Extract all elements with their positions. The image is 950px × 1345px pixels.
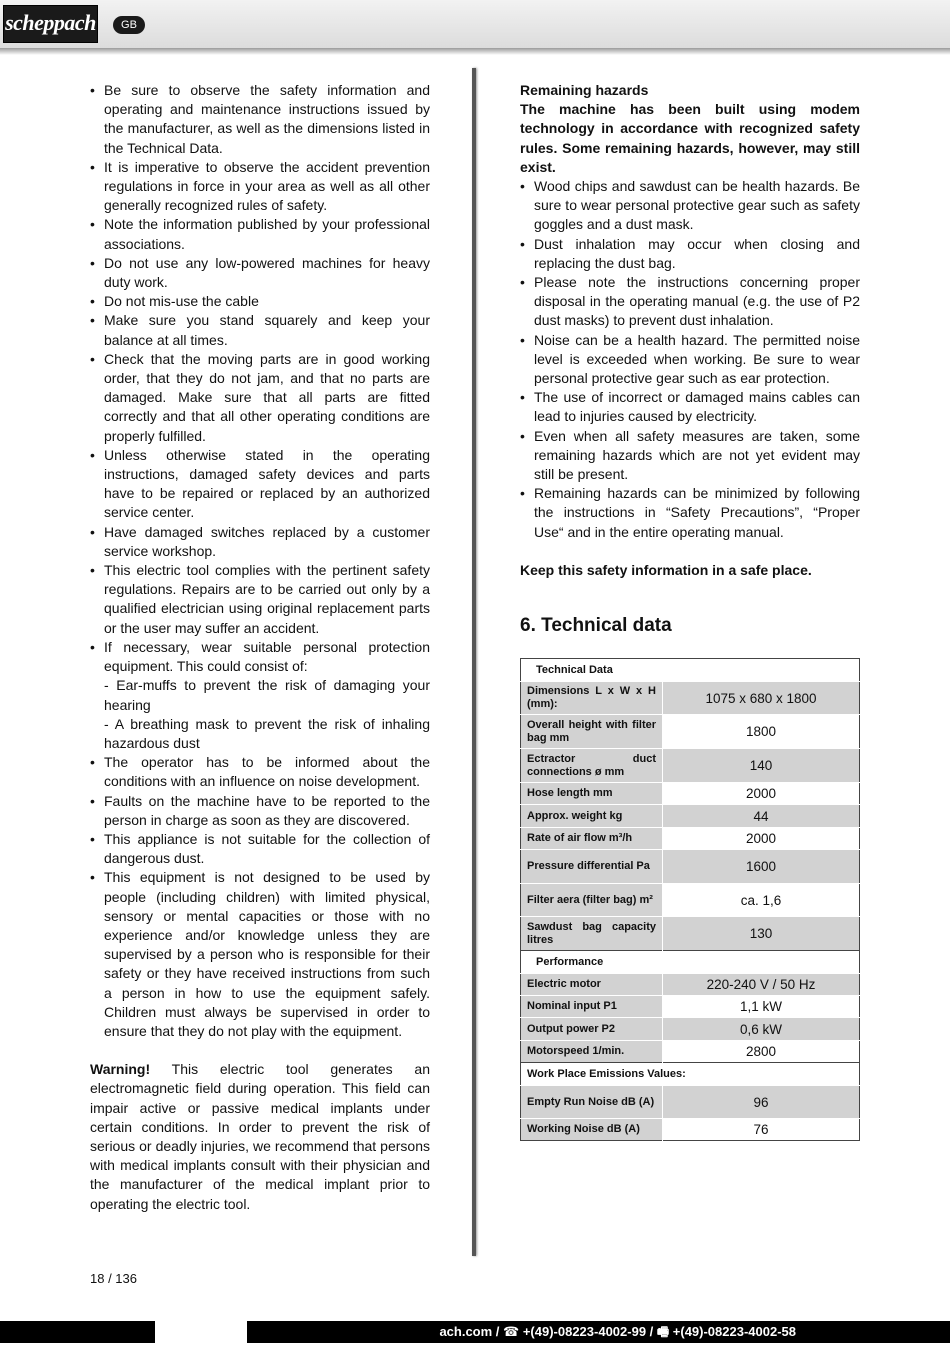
list-item: • This electric tool complies with the pertinent safety regulations. Repairs are to be carried out only by a qualified electrician using original replacement parts or the user may suffer an accident. bbox=[90, 561, 430, 638]
table-value: 44 bbox=[663, 805, 860, 828]
table-row bbox=[521, 828, 860, 850]
header-shadow bbox=[0, 48, 950, 55]
table-row bbox=[521, 682, 860, 715]
hazards-list bbox=[520, 177, 860, 542]
table-row bbox=[521, 850, 860, 884]
table-value: 130 bbox=[663, 917, 860, 951]
table-section-header bbox=[521, 1063, 860, 1086]
table-value: 1075 x 680 x 1800 bbox=[663, 682, 860, 715]
ppe-sub-item: - Ear-muffs to prevent the risk of damaging your hearing bbox=[104, 677, 430, 713]
table-section-header bbox=[521, 951, 860, 974]
table-row bbox=[521, 715, 860, 749]
table-value: 1,1 kW bbox=[663, 996, 860, 1018]
footer-gap bbox=[155, 1321, 247, 1343]
list-item: • Do not mis-use the cable bbox=[90, 292, 430, 311]
warning-label: Warning! bbox=[90, 1061, 151, 1078]
table-label: Motorspeed 1/min. bbox=[521, 1041, 663, 1063]
table-label: Working Noise dB (A) bbox=[521, 1119, 663, 1141]
table-label: Dimensions L x W x H (mm): bbox=[521, 682, 663, 715]
list-item: • The operator has to be informed about the conditions with an influence on noise development. bbox=[90, 753, 430, 791]
table-value: 1800 bbox=[663, 715, 860, 749]
table-label: Rate of air flow m³/h bbox=[521, 828, 663, 850]
right-column bbox=[520, 81, 860, 638]
list-item: • Have damaged switches replaced by a customer service workshop. bbox=[90, 523, 430, 561]
table-row bbox=[521, 749, 860, 783]
table-label: Nominal input P1 bbox=[521, 996, 663, 1018]
warning-paragraph bbox=[90, 1060, 430, 1214]
table-row bbox=[521, 996, 860, 1018]
list-item: • This equipment is not designed to be used by people (including children) with limited physical, sensory or mental capacities or those with no experience and/or knowledge unless they are supervised by a person who is responsible for their safety or they have received instructions from such a person in how to use the equipment safely. Children must always be supervised in order to ensure that they do not play with the equipment. bbox=[90, 868, 430, 1041]
table-value: 0,6 kW bbox=[663, 1018, 860, 1041]
list-item: • Make sure you stand squarely and keep your balance at all times. bbox=[90, 311, 430, 349]
keep-info-note: Keep this safety information in a safe place. bbox=[520, 561, 812, 578]
table-value: ca. 1,6 bbox=[663, 884, 860, 917]
table-value: 2800 bbox=[663, 1041, 860, 1063]
table-value: 76 bbox=[663, 1119, 860, 1141]
list-item: • Do not use any low-powered machines for heavy duty work. bbox=[90, 254, 430, 292]
list-item: • The use of incorrect or damaged mains cables can lead to injuries caused by electricity. bbox=[520, 388, 860, 426]
list-item: • Dust inhalation may occur when closing and replacing the dust bag. bbox=[520, 235, 860, 273]
column-divider bbox=[472, 68, 476, 1256]
table-row bbox=[521, 805, 860, 828]
warning-text: This electric tool generates an electromagnetic field during operation. This field can impair active or passive medical implants under certain conditions. In order to prevent the risk of serious or deadly injuries, we recommend that persons with medical implants consult with their physician and the manufacturer of the medical implant prior to operating the electric tool. bbox=[90, 1061, 430, 1212]
page-number: 18 / 136 bbox=[90, 1271, 137, 1286]
table-row bbox=[521, 1119, 860, 1141]
safety-list bbox=[90, 81, 430, 1041]
table-label: Ectractor duct connections ø mm bbox=[521, 749, 663, 783]
table-value: 2000 bbox=[663, 828, 860, 850]
table-label: Electric motor bbox=[521, 974, 663, 996]
page-footer bbox=[0, 1321, 950, 1343]
table-heading: Technical Data bbox=[521, 659, 860, 682]
brand-logo: scheppach bbox=[3, 5, 98, 43]
table-row bbox=[521, 1041, 860, 1063]
list-item: • Remaining hazards can be minimized by following the instructions in “Safety Precautions”, “Proper Use“ and in the entire operating manual. bbox=[520, 484, 860, 542]
section-title: 6. Technical data bbox=[520, 615, 672, 637]
table-row bbox=[521, 884, 860, 917]
table-row bbox=[521, 974, 860, 996]
table-section-header bbox=[521, 659, 860, 682]
page-header bbox=[0, 0, 950, 48]
table-row bbox=[521, 917, 860, 951]
table-label: Approx. weight kg bbox=[521, 805, 663, 828]
table-label: Filter aera (filter bag) m² bbox=[521, 884, 663, 917]
table-value: 140 bbox=[663, 749, 860, 783]
table-row bbox=[521, 1086, 860, 1119]
ppe-text: If necessary, wear suitable personal protection equipment. This could consist of: bbox=[104, 638, 430, 675]
table-value: 2000 bbox=[663, 783, 860, 805]
list-item: • This appliance is not suitable for the collection of dangerous dust. bbox=[90, 830, 430, 868]
table-heading: Performance bbox=[521, 951, 860, 974]
table-label: Sawdust bag capacity litres bbox=[521, 917, 663, 951]
hazards-title: Remaining hazards bbox=[520, 82, 649, 98]
list-item: • Please note the instructions concerning proper disposal in the operating manual (e.g. the use of P2 dust masks) to prevent dust inhalation. bbox=[520, 273, 860, 331]
list-item: • Note the information published by your professional associations. bbox=[90, 215, 430, 253]
list-item: • Unless otherwise stated in the operating instructions, damaged safety devices and parts have to be repaired or replaced by an authorized service center. bbox=[90, 446, 430, 523]
table-label: Empty Run Noise dB (A) bbox=[521, 1086, 663, 1119]
technical-data-table bbox=[520, 658, 860, 1141]
table-heading: Work Place Emissions Values: bbox=[521, 1063, 860, 1086]
table-value: 96 bbox=[663, 1086, 860, 1119]
table-row bbox=[521, 783, 860, 805]
table-label: Overall height with filter bag mm bbox=[521, 715, 663, 749]
list-item: • Check that the moving parts are in good working order, that they do not jam, and that no parts are damaged. Make sure that all parts are fitted correctly and that all other operating conditions are properly fulfilled. bbox=[90, 350, 430, 446]
list-item: • Be sure to observe the safety information and operating and maintenance instructions issued by the manufacturer, as well as the dimensions listed in the Technical Data. bbox=[90, 81, 430, 158]
list-item: • Faults on the machine have to be reported to the person in charge as soon as they are discovered. bbox=[90, 792, 430, 830]
table-label: Output power P2 bbox=[521, 1018, 663, 1041]
hazards-intro: The machine has been built using modem technology in accordance with recognized safety rules. Some remaining hazards, however, may still exist. bbox=[520, 101, 860, 175]
left-column bbox=[90, 81, 430, 1228]
table-label: Pressure differential Pa bbox=[521, 850, 663, 884]
table-label: Hose length mm bbox=[521, 783, 663, 805]
table-value: 220-240 V / 50 Hz bbox=[663, 974, 860, 996]
list-item: • It is imperative to observe the accident prevention regulations in force in your area as well as all other generally recognized rules of safety. bbox=[90, 158, 430, 216]
ppe-sub-item: - A breathing mask to prevent the risk of inhaling hazardous dust bbox=[104, 715, 430, 751]
footer-contact: ach.com / ☎ +(49)-08223-4002-99 / 🖷 +(49)-08223-4002-58 bbox=[439, 1324, 796, 1339]
list-item: • Wood chips and sawdust can be health hazards. Be sure to wear personal protective gear such as safety goggles and a dust mask. bbox=[520, 177, 860, 235]
table-value: 1600 bbox=[663, 850, 860, 884]
language-badge: GB bbox=[113, 16, 145, 34]
table-row bbox=[521, 1018, 860, 1041]
list-item: • Even when all safety measures are taken, some remaining hazards which are not yet evident may still be present. bbox=[520, 427, 860, 485]
list-item: • Noise can be a health hazard. The permitted noise level is exceeded when working. Be sure to wear personal protective gear such as ear protection. bbox=[520, 331, 860, 389]
list-item-ppe bbox=[90, 638, 430, 753]
